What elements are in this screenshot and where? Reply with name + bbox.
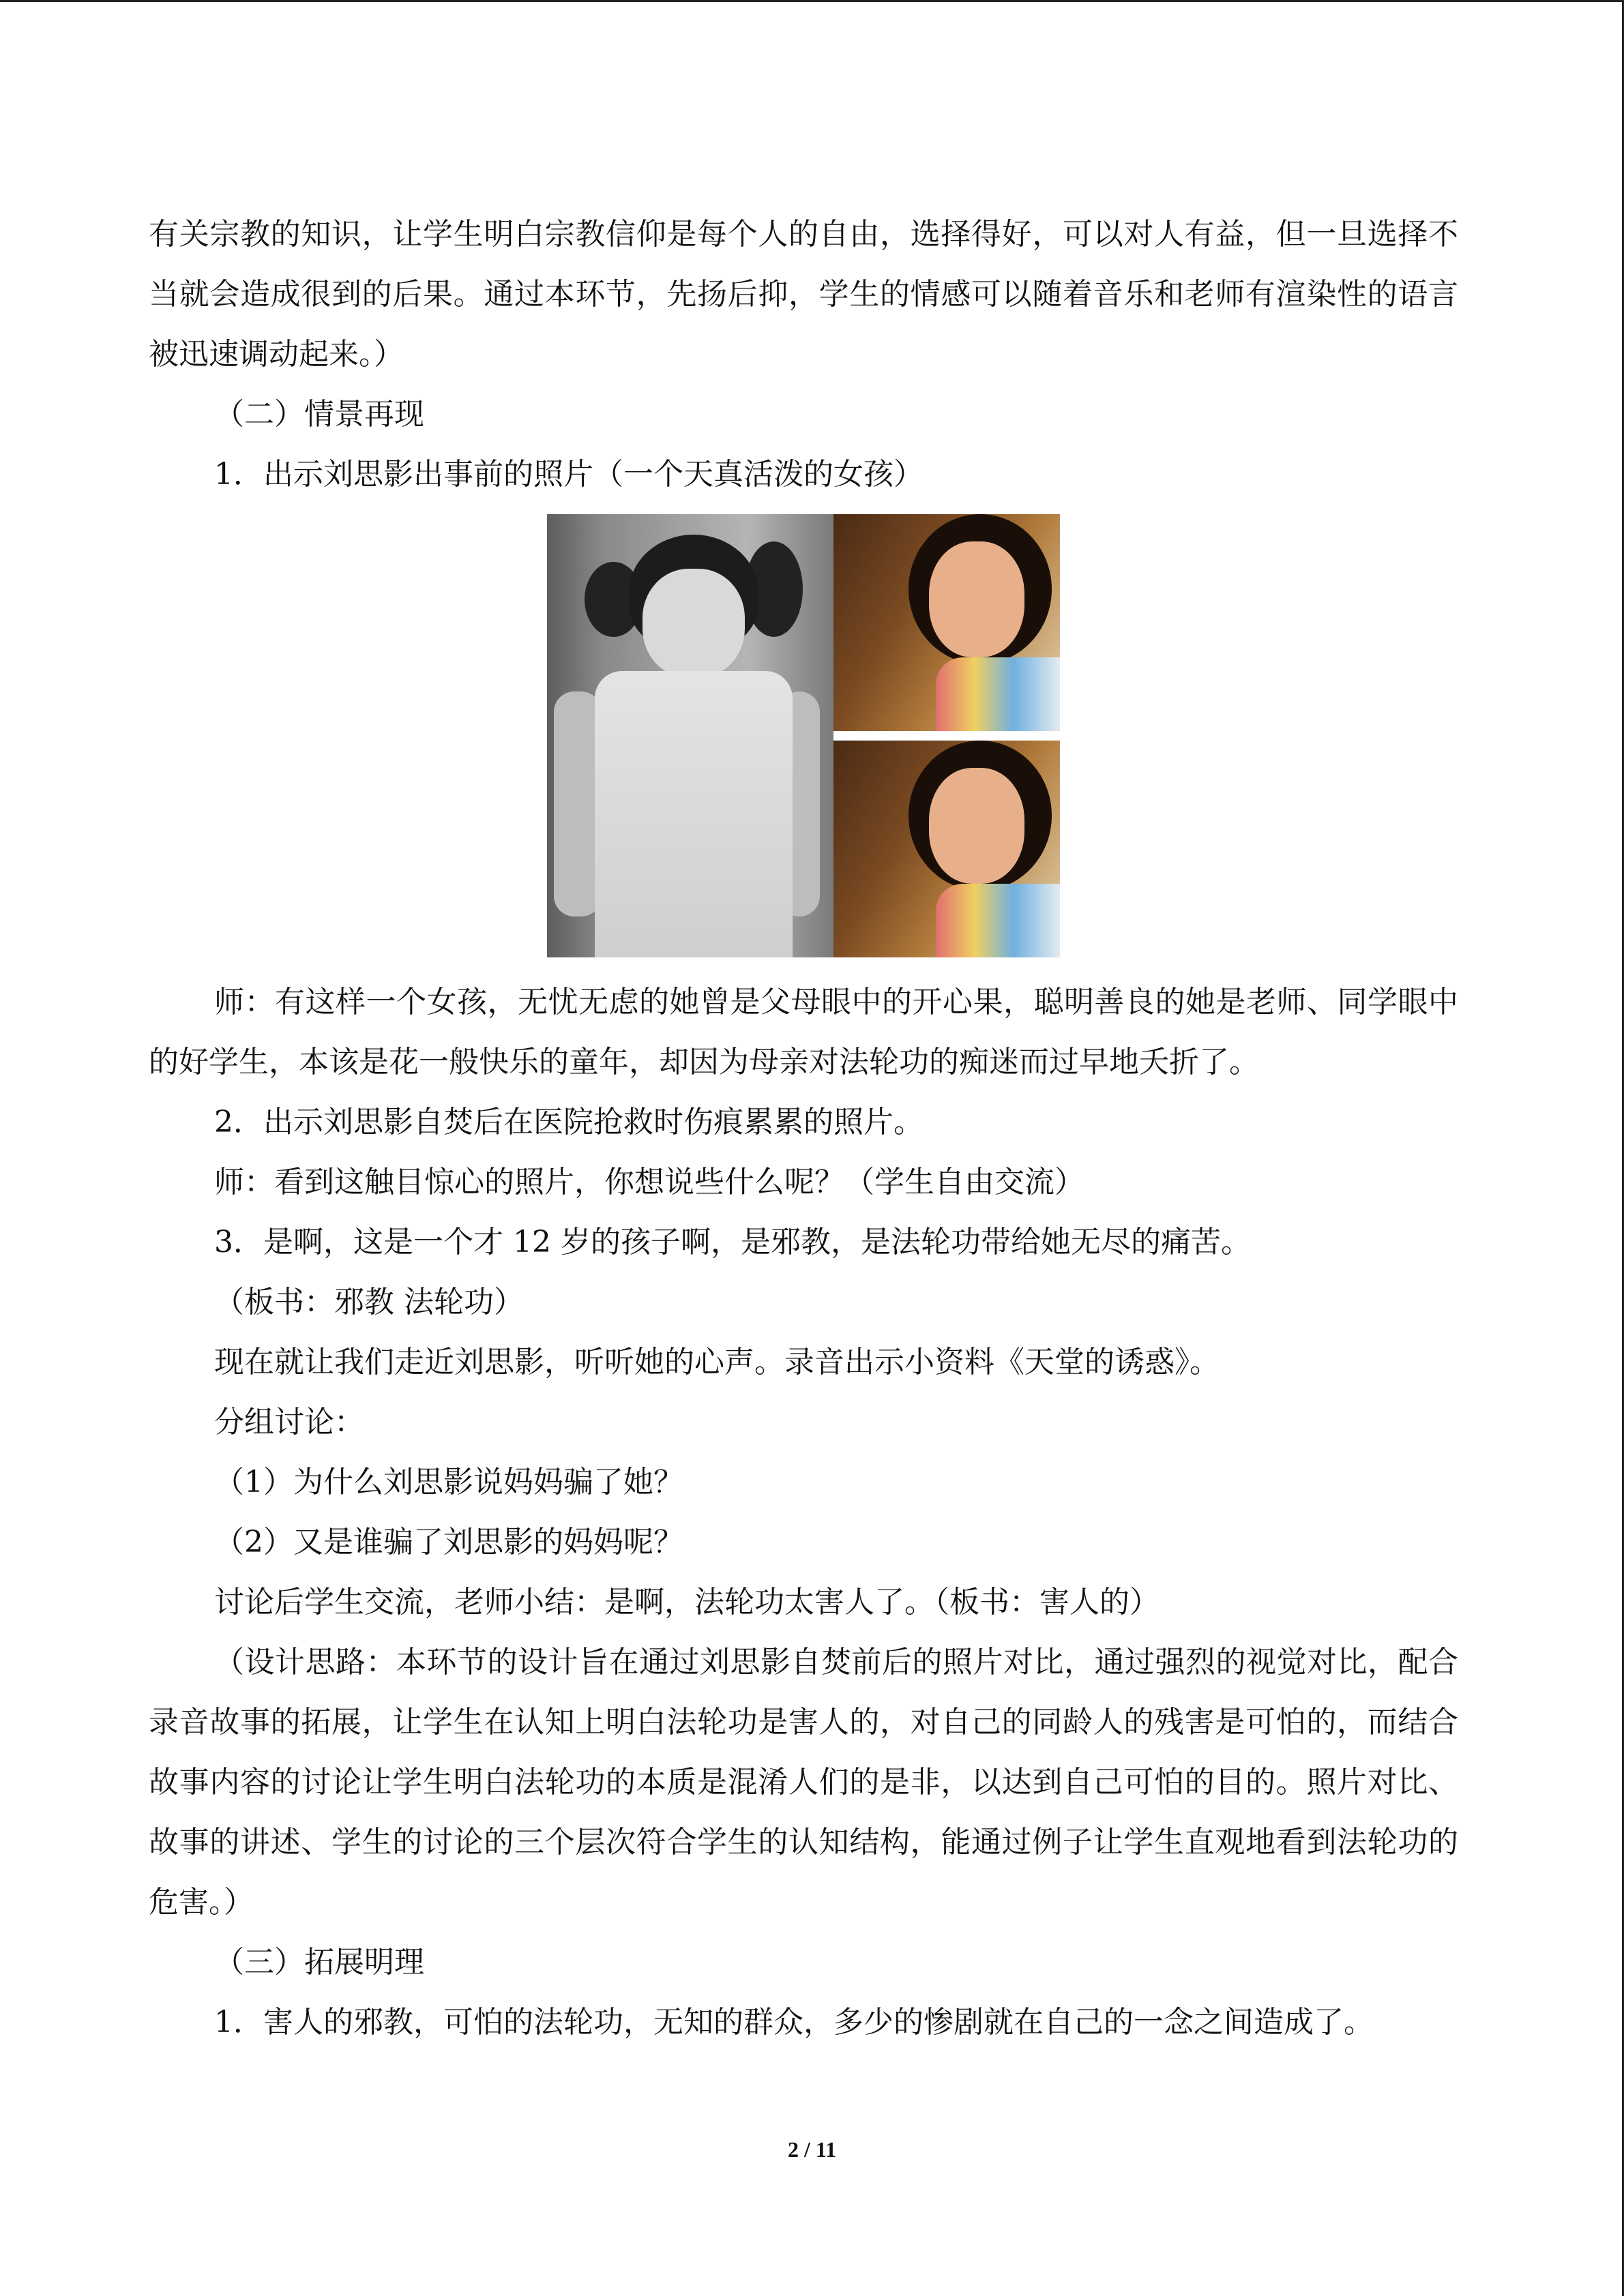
photo-girl-smiling-icon <box>833 741 1060 957</box>
photo-comparison <box>547 514 1060 957</box>
photo-girl-pigtails-icon <box>547 514 833 957</box>
group-discussion: 分组讨论： <box>214 1405 364 1440</box>
document-body <box>149 205 1458 2053</box>
item-3: 3．是啊，这是一个才 12 岁的孩子啊，是邪教，是法轮功带给她无尽的痛苦。 <box>214 1225 1251 1259</box>
design-note: （设计思路：本环节的设计旨在通过刘思影自焚前后的照片对比，通过强烈的视觉对比，配合录音故事的拓展，让学生在认知上明白法轮功是害人的，对自己的同龄人的残害是可怕的，而结合故事内容的讨论让学生明白法轮功的本质是混淆人们的是非，以达到自己可怕的目的。照片对比、故事的讲述、学生的讨论的三个层次符合学生的认知结构，能通过例子让学生直观地看到法轮功的危害。） <box>149 1645 1458 1920</box>
section-heading-3: （三）拓展明理 <box>214 1945 424 1980</box>
page-border-top <box>0 0 1624 2</box>
page-number: 2 / 11 <box>787 2137 837 2162</box>
item-3-1: 1．害人的邪教，可怕的法轮功，无知的群众，多少的惨剧就在自己的一念之间造成了。 <box>214 2005 1374 2040</box>
listen-paragraph: 现在就让我们走近刘思影，听听她的心声。录音出示小资料《天堂的诱惑》。 <box>214 1345 1220 1380</box>
photo-girl-smiling-icon <box>833 514 1060 731</box>
question-1: （1）为什么刘思影说妈妈骗了她？ <box>214 1465 683 1500</box>
teacher-paragraph-1: 师：有这样一个女孩，无忧无虑的她曾是父母眼中的开心果，聪明善良的她是老师、同学眼中的好学生，本该是花一般快乐的童年，却因为母亲对法轮功的痴迷而过早地夭折了。 <box>149 985 1458 1079</box>
board-note-1: （板书：邪教 法轮功） <box>214 1285 524 1320</box>
summary-paragraph: 讨论后学生交流，老师小结：是啊，法轮功太害人了。（板书：害人的） <box>214 1585 1160 1620</box>
item-1: 1．出示刘思影出事前的照片（一个天真活泼的女孩） <box>214 457 924 492</box>
question-2: （2）又是谁骗了刘思影的妈妈呢？ <box>214 1525 683 1560</box>
section-heading-2: （二）情景再现 <box>214 397 424 432</box>
item-2: 2．出示刘思影自焚后在医院抢救时伤痕累累的照片。 <box>214 1105 924 1139</box>
teacher-paragraph-2: 师：看到这触目惊心的照片，你想说些什么呢？（学生自由交流） <box>214 1165 1084 1199</box>
paragraph-continuation: 有关宗教的知识，让学生明白宗教信仰是每个人的自由，选择得好，可以对人有益，但一旦选择不当就会造成很到的后果。通过本环节，先扬后抑，学生的情感可以随着音乐和老师有渲染性的语言被迅速调动起来。） <box>149 217 1458 372</box>
